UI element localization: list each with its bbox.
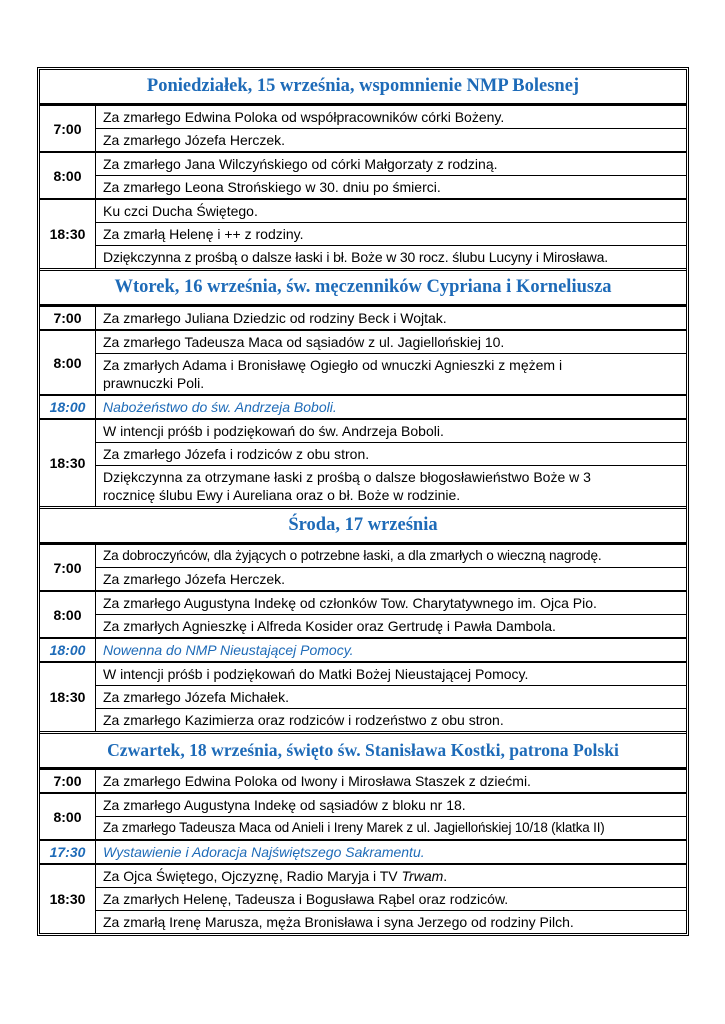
day-header-tuesday: Wtorek, 16 września, św. męczenników Cypriana i Korneliusza: [40, 268, 686, 307]
mass-intention: Za zmarłego Kazimierza oraz rodziców i rodzeństwo z obu stron.: [103, 712, 504, 728]
mass-schedule-table: [37, 67, 689, 936]
mass-intention: Za zmarłego Edwina Poloka od współpracowników córki Bożeny.: [96, 106, 686, 129]
mass-time: 18:30: [40, 865, 96, 933]
time-slot: [40, 307, 686, 331]
time-slot: [40, 106, 686, 153]
day-header-thursday: Czwartek, 18 września, święto św. Stanisława Kostki, patrona Polski: [40, 731, 686, 770]
service-description: Wystawienie i Adoracja Najświętszego Sakramentu.: [103, 844, 425, 860]
mass-time: 8:00: [40, 153, 96, 198]
day-header-wednesday: Środa, 17 września: [40, 506, 686, 545]
mass-intention: Za zmarłych Adama i Bronisławę Ogiegło od wnuczki Agnieszki z mężem i prawnuczki Poli.: [103, 357, 563, 391]
day-header-monday: Poniedziałek, 15 września, wspomnienie NMP Bolesnej: [40, 70, 686, 106]
time-slot: [40, 663, 686, 731]
service-time: 17:30: [40, 841, 96, 863]
mass-intention: Dziękczynna za otrzymane łaski z prośbą o dalsze błogosławieństwo Boże w 3 rocznicę ślubu Ewy i Aureliana oraz o bł. Boże w rodzinie.: [103, 469, 591, 503]
mass-intention: Za zmarłego Jana Wilczyńskiego od córki Małgorzaty z rodziną.: [96, 153, 686, 176]
intention-period: .: [443, 868, 448, 884]
mass-intention: Za zmarłego Józefa Herczek.: [103, 132, 286, 148]
mass-time: 8:00: [40, 794, 96, 839]
mass-intention: Za zmarłego Augustyna Indekę od członków Tow. Charytatywnego im. Ojca Pio.: [96, 592, 686, 615]
mass-time: 18:30: [40, 420, 96, 506]
time-slot: [40, 794, 686, 841]
mass-intention: Za zmarłych Helenę, Tadeusza i Bogusława Rąbel oraz rodziców.: [96, 888, 686, 911]
mass-time: 18:30: [40, 663, 96, 731]
mass-intention: Za zmarłą Helenę i ++ z rodziny.: [96, 223, 686, 246]
time-slot: [40, 770, 686, 794]
mass-intention: Za zmarłego Augustyna Indekę od sąsiadów z bloku nr 18.: [96, 794, 686, 817]
time-slot: [40, 865, 686, 933]
mass-intention: W intencji próśb i podziękowań do Matki Bożej Nieustającej Pomocy.: [96, 663, 686, 686]
mass-time: 7:00: [40, 307, 96, 329]
service-time: 18:00: [40, 639, 96, 661]
time-slot: [40, 200, 686, 268]
mass-intention: Za zmarłego Edwina Poloka od Iwony i Mirosława Staszek z dziećmi.: [103, 773, 531, 789]
mass-intention: Za zmarłego Tadeusza Maca od sąsiadów z ul. Jagiellońskiej 10.: [96, 331, 686, 354]
mass-intention: Za zmarłą Irenę Marusza, męża Bronisława i syna Jerzego od rodziny Pilch.: [103, 914, 574, 930]
mass-intention: Za dobroczyńców, dla żyjących o potrzebne łaski, a dla zmarłych o wieczną nagrodę.: [96, 545, 686, 568]
time-slot: [40, 841, 686, 865]
mass-time: 18:30: [40, 200, 96, 268]
time-slot: [40, 153, 686, 200]
intention-text: Za Ojca Świętego, Ojczyznę, Radio Maryja i TV: [103, 868, 398, 884]
service-description: Nowenna do NMP Nieustającej Pomocy.: [103, 642, 354, 658]
mass-time: 8:00: [40, 592, 96, 637]
time-slot: [40, 331, 686, 396]
time-slot: [40, 396, 686, 420]
mass-time: 7:00: [40, 770, 96, 792]
mass-intention: [96, 865, 686, 888]
mass-intention: Za zmarłego Józefa i rodziców z obu stron.: [96, 443, 686, 466]
mass-time: 8:00: [40, 331, 96, 394]
time-slot: [40, 592, 686, 639]
mass-intention: Za zmarłego Juliana Dziedzic od rodziny Beck i Wojtak.: [103, 310, 447, 326]
time-slot: [40, 639, 686, 663]
mass-time: 7:00: [40, 106, 96, 151]
time-slot: [40, 420, 686, 506]
mass-intention: Za zmarłego Józefa Michałek.: [96, 686, 686, 709]
mass-intention: Za zmarłych Agnieszkę i Alfreda Kosider oraz Gertrudę i Pawła Dambola.: [103, 618, 556, 634]
service-description: Nabożeństwo do św. Andrzeja Boboli.: [103, 399, 337, 415]
mass-intention: Dziękczynna z prośbą o dalsze łaski i bł. Boże w 30 rocz. ślubu Lucyny i Mirosława.: [103, 249, 608, 265]
service-time: 18:00: [40, 396, 96, 418]
mass-intention: Za zmarłego Józefa Herczek.: [103, 571, 286, 587]
tv-station-name: Trwam: [401, 868, 444, 884]
mass-intention: Ku czci Ducha Świętego.: [96, 200, 686, 223]
mass-intention: Za zmarłego Tadeusza Maca od Anieli i Ireny Marek z ul. Jagiellońskiej 10/18 (klatka II): [103, 820, 605, 835]
mass-intention: W intencji próśb i podziękowań do św. Andrzeja Boboli.: [96, 420, 686, 443]
mass-intention: Za zmarłego Leona Strońskiego w 30. dniu po śmierci.: [103, 179, 441, 195]
mass-time: 7:00: [40, 545, 96, 590]
time-slot: [40, 545, 686, 592]
